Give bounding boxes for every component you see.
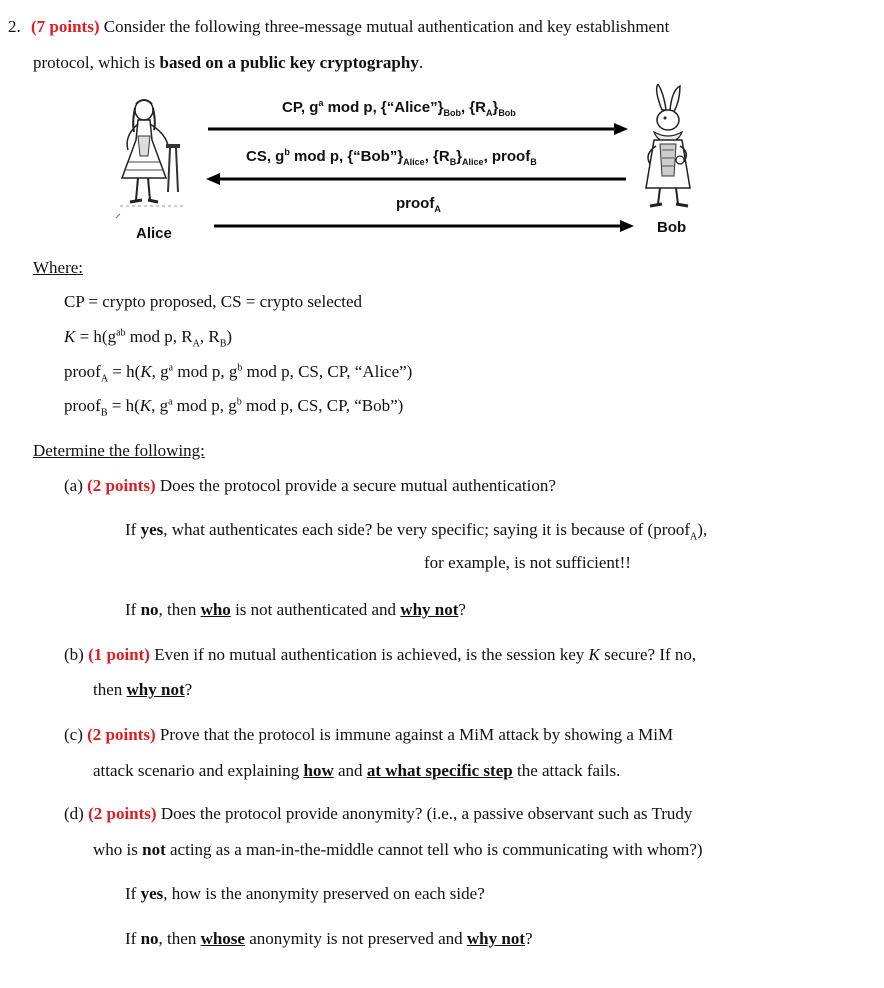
def3-sub: A: [100, 373, 109, 385]
def4-part: , g: [151, 396, 169, 415]
part-b-why-not: why not: [126, 680, 185, 699]
msg2-part: }: [456, 148, 463, 165]
part-c-label: (c): [64, 725, 88, 744]
part-d-yes-text: If: [125, 884, 141, 903]
part-d-points: (2 points): [88, 804, 157, 823]
def3-part: mod p, g: [173, 362, 238, 381]
part-d-text: who is: [93, 840, 143, 859]
msg2-sub: Alice: [403, 157, 425, 167]
def4-part: proof: [64, 396, 101, 415]
msg1-sub: Bob: [443, 108, 461, 118]
msg2-part: mod p, {“Bob”}: [289, 148, 404, 165]
part-a-no-text: , then: [158, 600, 201, 619]
question-header-line-2: [33, 53, 423, 73]
def3-sup: a: [168, 362, 174, 374]
bob-label: Bob: [657, 219, 687, 236]
part-d-not: not: [142, 840, 166, 859]
def3-part: proof: [64, 362, 101, 381]
message-1-arrow: [208, 122, 628, 136]
part-a-why-not: why not: [400, 600, 459, 619]
part-d-text: Does the protocol provide anonymity? (i.e., a passive observant such as Trudy: [156, 804, 693, 823]
part-b-text: secure? If no,: [599, 645, 697, 664]
definition-k: [64, 327, 232, 349]
question-intro-1: Consider the following three-message mutual authentication and key establishment: [103, 17, 670, 36]
definition-cp-cs: CP = crypto proposed, CS = crypto selected: [64, 292, 363, 311]
part-d-whose: whose: [200, 929, 245, 948]
part-d-yes-text: , how is the anonymity preserved on each side?: [163, 884, 485, 903]
part-c-text: attack scenario and explaining: [93, 761, 304, 780]
msg2-sub: Alice: [462, 157, 484, 167]
def2-part: mod p, R: [125, 327, 193, 346]
def2-sub: B: [219, 338, 227, 350]
alice-label: Alice: [136, 225, 172, 242]
part-d-no-text: anonymity is not preserved and: [244, 929, 467, 948]
part-d-yes-keyword: yes: [140, 884, 164, 903]
def4-part: mod p, CS, CP, “Bob”): [241, 396, 404, 415]
question-header-line-1: [8, 17, 669, 37]
part-a-no-keyword: no: [140, 600, 159, 619]
part-d-no-text: If: [125, 929, 141, 948]
msg2-part: , {R: [424, 148, 450, 165]
part-a-yes-sub: A: [690, 531, 698, 543]
part-a-yes-text: If: [125, 520, 141, 539]
intro-bold-text: based on a public key cryptography: [159, 53, 419, 72]
k-symbol: K: [588, 645, 600, 664]
where-heading: Where:: [33, 258, 84, 277]
part-a-text: Does the protocol provide a secure mutual authentication?: [155, 476, 556, 495]
msg1-sub: A: [485, 108, 493, 118]
def4-sub: B: [100, 407, 108, 419]
def3-sup: b: [237, 362, 243, 374]
msg2-part: , proof: [483, 148, 531, 165]
part-d-no-line: [125, 929, 533, 949]
def3-part: = h(: [108, 362, 141, 381]
msg2-sub: B: [449, 157, 457, 167]
part-d-question-line-2: [93, 840, 703, 860]
part-b-text: ?: [184, 680, 193, 699]
part-b-question-line-1: [64, 645, 696, 665]
part-a-no-text: ?: [458, 600, 466, 619]
intro-text: protocol, which is: [33, 53, 160, 72]
part-b-text: Even if no mutual authentication is achieved, is the session key: [149, 645, 589, 664]
part-a-no-line: [125, 600, 466, 620]
k-symbol: K: [140, 362, 152, 381]
def4-part: = h(: [107, 396, 140, 415]
part-d-no-text: , then: [158, 929, 201, 948]
msg2-part: CS, g: [246, 148, 285, 165]
def2-part: = h(g: [75, 327, 117, 346]
msg2-sub: B: [530, 157, 537, 167]
definition-proof-a: [64, 362, 412, 384]
part-a-yes-text: , what authenticates each side? be very specific; saying it is because of (proof: [163, 520, 691, 539]
part-a-label: (a): [64, 476, 88, 495]
part-b-text: then: [93, 680, 127, 699]
msg1-part: , {R: [460, 99, 486, 116]
msg1-sup: a: [318, 98, 324, 108]
part-a-points: (2 points): [87, 476, 156, 495]
def2-sup: ab: [116, 327, 126, 339]
part-d-label: (d): [64, 804, 89, 823]
message-1-label: [282, 98, 516, 118]
part-a-yes-line-1: [125, 520, 707, 542]
part-a-question: [64, 476, 556, 496]
def2-sub: A: [192, 338, 200, 350]
def4-sup: a: [168, 396, 173, 408]
part-c-text: and: [333, 761, 367, 780]
part-c-text: the attack fails.: [512, 761, 621, 780]
part-a-no-text: If: [125, 600, 141, 619]
part-c-question-line-2: [93, 761, 620, 781]
part-c-specific-step: at what specific step: [366, 761, 513, 780]
part-b-points: (1 point): [88, 645, 150, 664]
part-b-label: (b): [64, 645, 89, 664]
part-a-yes-text: ),: [697, 520, 708, 539]
def2-part: ): [226, 327, 233, 346]
def3-part: mod p, CS, CP, “Alice”): [242, 362, 413, 381]
part-d-yes-line: [125, 884, 485, 904]
intro-period: .: [418, 53, 424, 72]
part-c-question-line-1: [64, 725, 673, 745]
part-d-question-line-1: [64, 804, 692, 824]
part-d-no-keyword: no: [140, 929, 159, 948]
part-d-text: acting as a man-in-the-middle cannot tell who is communicating with whom?): [165, 840, 703, 859]
part-a-who: who: [200, 600, 231, 619]
def2-part: , R: [199, 327, 220, 346]
part-d-why-not: why not: [466, 929, 525, 948]
msg1-part: }: [492, 99, 499, 116]
part-a-no-text: is not authenticated and: [230, 600, 401, 619]
msg3-sub: A: [434, 204, 441, 214]
definition-proof-b: [64, 396, 403, 418]
def3-part: , g: [151, 362, 169, 381]
message-2-arrow: [206, 172, 626, 186]
part-d-no-text: ?: [525, 929, 533, 948]
question-points: (7 points): [31, 17, 100, 36]
def4-sup: b: [236, 396, 242, 408]
def4-part: mod p, g: [172, 396, 237, 415]
part-c-how: how: [303, 761, 334, 780]
message-3-label: [396, 195, 441, 214]
part-c-points: (2 points): [87, 725, 156, 744]
msg1-sub: Bob: [498, 108, 516, 118]
determine-heading: Determine the following:: [33, 441, 205, 460]
message-3-arrow: [214, 219, 634, 233]
bob-illustration: [632, 84, 704, 214]
message-2-label: [246, 147, 537, 167]
part-a-yes-line-2: for example, is not sufficient!!: [424, 553, 631, 572]
msg1-part: CP, g: [282, 99, 319, 116]
msg2-sup: b: [284, 147, 290, 157]
part-c-text: Prove that the protocol is immune against a MiM attack by showing a MiM: [155, 725, 674, 744]
k-symbol: K: [139, 396, 152, 415]
part-a-yes-keyword: yes: [140, 520, 164, 539]
alice-illustration: [114, 96, 188, 226]
k-symbol: K: [64, 327, 76, 346]
part-b-question-line-2: [93, 680, 192, 700]
msg3-part: proof: [396, 195, 435, 212]
question-number: 2.: [8, 17, 21, 36]
msg1-part: mod p, {“Alice”}: [323, 99, 444, 116]
